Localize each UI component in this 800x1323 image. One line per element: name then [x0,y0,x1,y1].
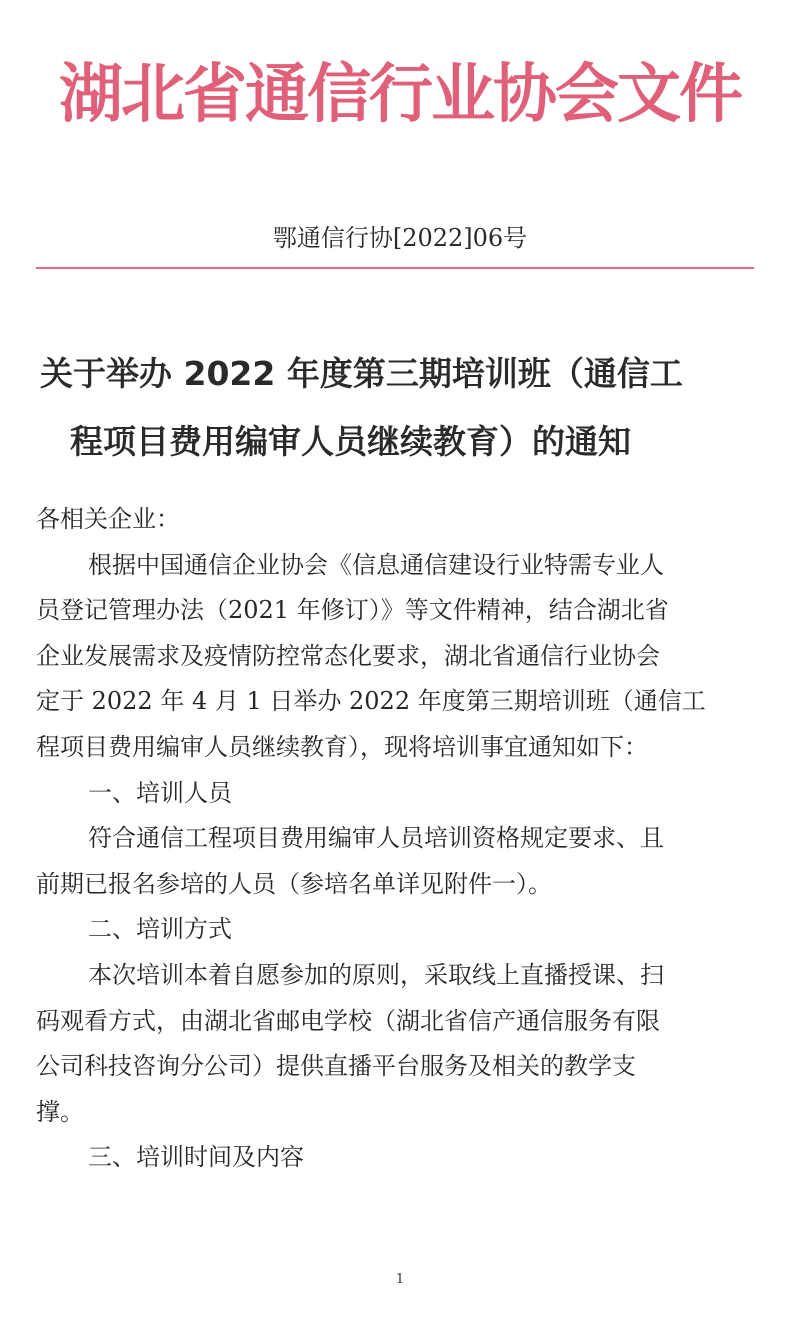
section-heading-3: 三、培训时间及内容 [88,1143,304,1172]
page-number: 1 [395,1272,405,1287]
document-body [36,497,758,1181]
document-header-title: 湖北省通信行业协会文件 [59,58,741,132]
paragraph-line: 码观看方式，由湖北省邮电学校（湖北省信产通信服务有限 [36,1006,660,1035]
red-divider-line [36,267,754,269]
notice-title [40,340,770,476]
section-heading-1: 一、培训人员 [88,778,232,807]
notice-title-line-2: 程项目费用编审人员继续教育）的通知 [70,422,631,461]
salutation: 各相关企业： [36,505,180,533]
paragraph-line: 定于 2022 年 4 月 1 日举办 2022 年度第三期培训班（通信工 [36,687,706,716]
section-heading-2: 二、培训方式 [88,915,232,944]
paragraph-line: 前期已报名参培的人员（参培名单详见附件一）。 [36,869,552,898]
paragraph-line: 根据中国通信企业协会《信息通信建设行业特需专业人 [88,550,664,579]
paragraph-line: 企业发展需求及疫情防控常态化要求，湖北省通信行业协会 [36,641,660,670]
paragraph-line: 公司科技咨询分公司）提供直播平台服务及相关的教学支 [36,1052,636,1081]
paragraph-line: 本次培训本着自愿参加的原则，采取线上直播授课、扫 [88,960,664,989]
paragraph-line: 员登记管理办法（2021 年修订）》等文件精神，结合湖北省 [36,596,669,625]
paragraph-line: 程项目费用编审人员继续教育），现将培训事宜通知如下： [36,732,648,761]
paragraph-line: 撑。 [36,1097,84,1126]
notice-title-line-1: 关于举办 2022 年度第三期培训班（通信工 [40,354,683,393]
paragraph-line: 符合通信工程项目费用编审人员培训资格规定要求、且 [88,824,664,853]
document-number: 鄂通信行协[2022]06号 [272,224,528,252]
